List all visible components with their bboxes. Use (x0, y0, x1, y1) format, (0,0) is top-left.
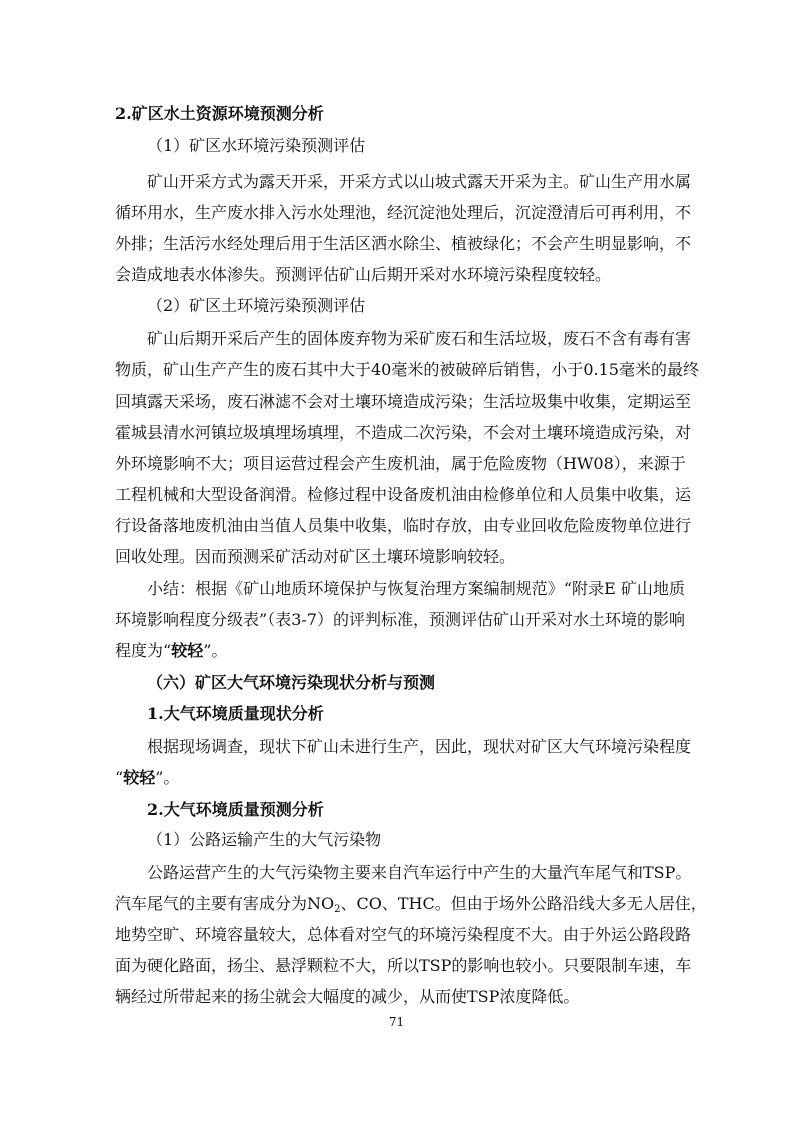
subheading-water: （1）矿区水环境污染预测评估 (147, 136, 366, 155)
subscript-2: 2 (334, 904, 341, 915)
paragraph-line: 行设备落地废机油由当值人员集中收集，临时存放，由专业回收危险废物单位进行 (115, 516, 692, 535)
paragraph-line (115, 894, 707, 915)
quote-close: ”。 (155, 768, 180, 787)
air-status-bold: 较轻 (123, 768, 156, 787)
paragraph-line: 矿山开采方式为露天开采，开采方式以山坡式露天开采为主。矿山生产用水属 (147, 172, 692, 191)
road-line2-a: 汽车尾气的主要有害成分为NO (115, 894, 335, 913)
summary-line: 环境影响程度分级表”（表3-7）的评判标准，预测评估矿山开采对水土环境的影响 (115, 610, 685, 629)
paragraph-line: 地势空旷、环境容量较大，总体看对空气的环境污染程度不大。由于外运公路段路 (115, 925, 692, 944)
paragraph-line: 公路运营产生的大气污染物主要来自汽车运行中产生的大量汽车尾气和TSP。 (147, 863, 692, 882)
paragraph-line: 外排；生活污水经处理后用于生活区洒水除尘、植被绿化；不会产生明显影响，不 (115, 234, 692, 253)
paragraph-line: 辆经过所带起来的扬尘就会大幅度的减少，从而使TSP浓度降低。 (115, 987, 580, 1006)
section-heading-water-soil: 2.矿区水土资源环境预测分析 (115, 104, 324, 123)
page-number: 71 (388, 1015, 405, 1029)
paragraph-line: 循环用水，生产废水排入污水处理池，经沉淀池处理后，沉淀澄清后可再利用，不 (115, 203, 692, 222)
paragraph-line: 回收处理。因而预测采矿活动对矿区土壤环境影响较轻。 (115, 547, 516, 566)
summary-line: 小结：根据《矿山地质环境保护与恢复治理方案编制规范》“附录E 矿山地质 (147, 579, 685, 598)
section-heading-air: （六）矿区大气环境污染现状分析与预测 (147, 673, 436, 692)
summary-end-bold: 较轻 (171, 641, 204, 660)
subheading-soil: （2）矿区土环境污染预测评估 (147, 296, 366, 315)
paragraph-line: 根据现场调查，现状下矿山未进行生产，因此，现状对矿区大气环境污染程度 (147, 737, 692, 756)
paragraph-line: 工程机械和大型设备润滑。检修过程中设备废机油由检修单位和人员集中收集，运 (115, 485, 692, 504)
paragraph-line: 外环境影响不大；项目运营过程会产生废机油，属于危险废物（HW08），来源于 (115, 454, 686, 473)
road-line2-b: 、CO、THC。但由于场外公路沿线大多无人居住， (340, 894, 707, 913)
paragraph-line: 回填露天采场，废石淋滤不会对土壤环境造成污染；生活垃圾集中收集，定期运至 (115, 392, 692, 411)
quote-open: “ (115, 768, 124, 787)
paragraph-line: 物质，矿山生产产生的废石其中大于40毫米的被破碎后销售，小于0.15毫米的最终 (115, 360, 699, 379)
heading-air-forecast: 2.大气环境质量预测分析 (147, 800, 324, 819)
paragraph-line: 面为硬化路面，扬尘、悬浮颗粒不大，所以TSP的影响也较小。只要限制车速，车 (115, 956, 692, 975)
paragraph-line: 矿山后期开采后产生的固体废弃物为采矿废石和生活垃圾，废石不含有毒有害 (147, 329, 692, 348)
paragraph-line: 会造成地表水体渗失。预测评估矿山后期开采对水环境污染程度较轻。 (115, 265, 612, 284)
paragraph-line (115, 768, 685, 788)
heading-air-status: 1.大气环境质量现状分析 (147, 704, 324, 723)
summary-end-suffix: ”。 (203, 641, 228, 660)
summary-line-end (115, 641, 685, 661)
paragraph-line: 霍城县清水河镇垃圾填埋场填埋，不造成二次污染，不会对土壤环境造成污染，对 (115, 423, 692, 442)
subheading-road: （1）公路运输产生的大气污染物 (147, 830, 382, 849)
summary-end-prefix: 程度为“ (115, 641, 172, 660)
